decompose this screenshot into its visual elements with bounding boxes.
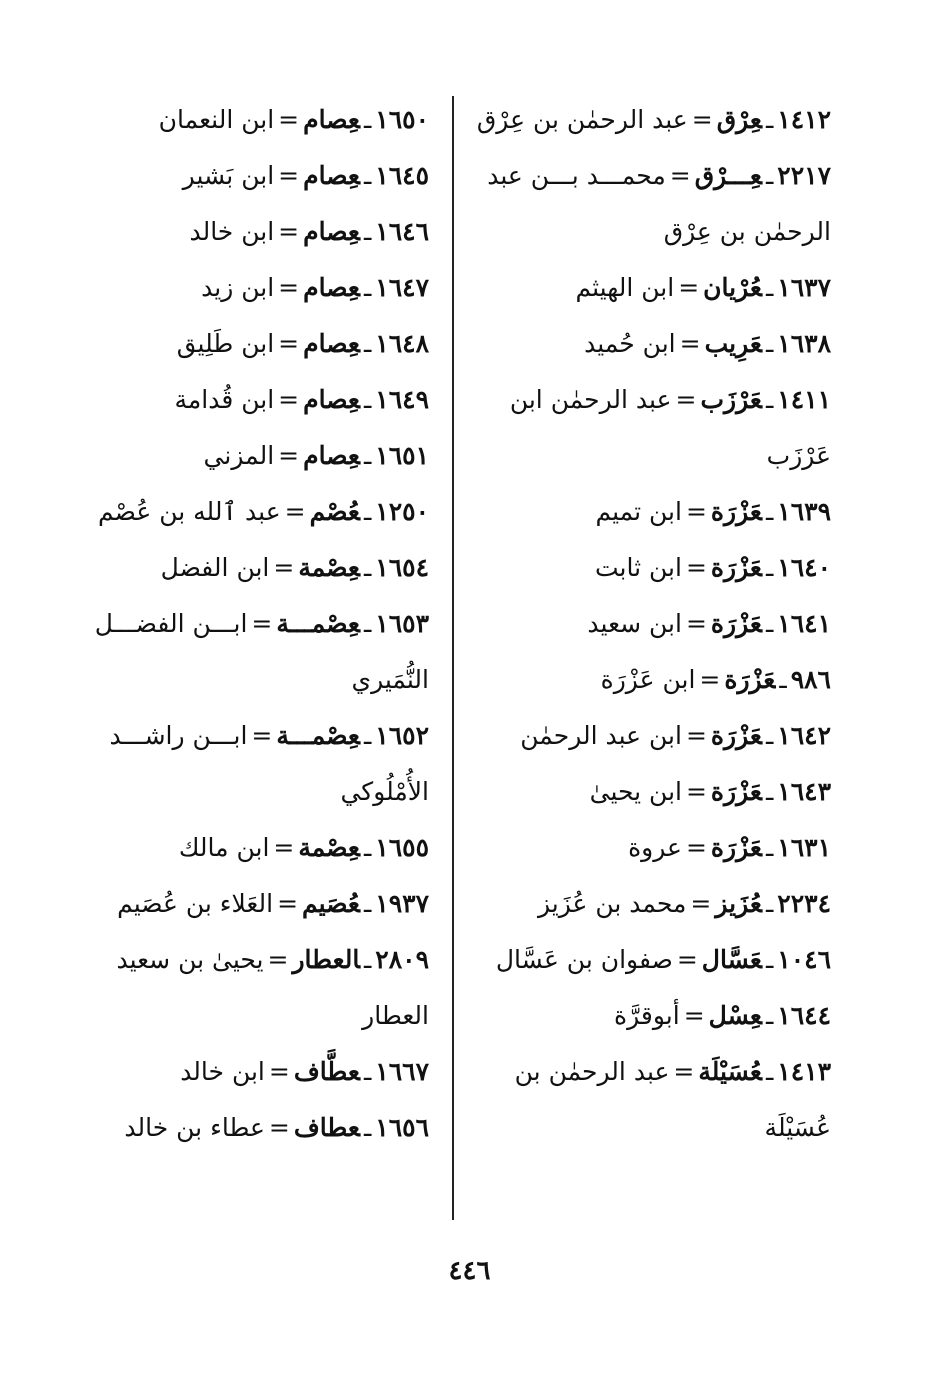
index-entry (471, 876, 831, 932)
entry-dash: ـ (765, 1001, 774, 1030)
entry-dash: ـ (363, 833, 372, 862)
entry-name: عِـــرْق (694, 161, 762, 190)
entry-name: عِصام (303, 329, 360, 358)
entry-number: ١٦٤٩ (375, 385, 429, 414)
entry-number: ١٤١٣ (777, 1057, 831, 1086)
entry-value: ابن حُميد (584, 329, 676, 358)
entry-value: أبوقرَّة (614, 1001, 680, 1030)
entry-number: ١٢٥٠ (375, 497, 429, 526)
entry-equals: = (278, 385, 300, 414)
entry-number: ١٦٦٧ (375, 1057, 429, 1086)
entry-value: عطاء بن خالد (124, 1113, 265, 1142)
entry-equals: = (278, 105, 300, 134)
entry-equals: = (679, 329, 701, 358)
entry-equals: = (699, 665, 721, 694)
index-entry (471, 708, 831, 764)
entry-number: ٩٨٦ (790, 665, 831, 694)
entry-equals: = (278, 273, 300, 302)
index-entry (77, 1044, 429, 1100)
page-number: ٤٤٦ (448, 1256, 491, 1286)
entry-name: العطار (292, 945, 360, 974)
entry-dash: ـ (765, 1057, 774, 1086)
entry-number: ٢٨٠٩ (375, 945, 429, 974)
entry-number: ١٦٥٦ (375, 1113, 429, 1142)
entry-dash: ـ (363, 945, 372, 974)
entry-name: عُسَيْلَة (698, 1057, 762, 1086)
entry-number: ١٦٤٨ (375, 329, 429, 358)
index-entry (471, 540, 831, 596)
entry-dash: ـ (363, 721, 372, 750)
index-entry (471, 764, 831, 820)
entry-equals: = (690, 889, 712, 918)
entry-value: عروة (628, 833, 682, 862)
entry-dash: ـ (765, 945, 774, 974)
entry-name: عِصام (303, 217, 360, 246)
entry-value: صفوان بن عَسَّال (495, 945, 673, 974)
index-entry (77, 876, 429, 932)
entry-equals: = (273, 553, 295, 582)
entry-name: عطَّاف (293, 1057, 360, 1086)
entry-equals: = (278, 217, 300, 246)
entry-value: محمد بن عُزَيز (537, 889, 687, 918)
entry-number: ١٩٣٧ (375, 889, 429, 918)
index-entry (471, 596, 831, 652)
entry-dash: ـ (765, 385, 774, 414)
entry-equals: = (685, 777, 707, 806)
entry-dash: ـ (363, 609, 372, 638)
entry-dash: ـ (363, 553, 372, 582)
column-divider (452, 96, 454, 1220)
index-entry (471, 148, 831, 260)
entry-dash: ـ (765, 329, 774, 358)
entry-name: عِصْمة (298, 833, 360, 862)
entry-name: عَزْرَة (710, 609, 762, 638)
entry-equals: = (685, 553, 707, 582)
entry-value: ابن بَشير (182, 161, 275, 190)
entry-number: ١٦٤٦ (375, 217, 429, 246)
entry-dash: ـ (765, 105, 774, 134)
index-entry (77, 260, 429, 316)
entry-dash: ـ (765, 889, 774, 918)
entry-name: عِصْمـــة (276, 609, 360, 638)
entry-value: ابن طَلِيق (176, 329, 275, 358)
entry-value: ابن خالد (180, 1057, 265, 1086)
entry-number: ١٦٣٧ (777, 273, 831, 302)
entry-number: ١٦٥٥ (375, 833, 429, 862)
entry-equals: = (676, 945, 698, 974)
entry-dash: ـ (765, 273, 774, 302)
entry-equals: = (678, 273, 700, 302)
index-entry (471, 484, 831, 540)
index-entry (471, 652, 831, 708)
index-entry (471, 820, 831, 876)
entry-value: ابن يحيىٰ (589, 777, 682, 806)
index-entry (77, 484, 429, 540)
index-entry (77, 204, 429, 260)
entry-name: عَزْرَة (724, 665, 776, 694)
entry-dash: ـ (765, 609, 774, 638)
entry-equals: = (284, 497, 306, 526)
entry-value: ابن تميم (595, 497, 682, 526)
entry-name: عَزْرَة (710, 833, 762, 862)
entry-number: ١٦٣١ (777, 833, 831, 862)
entry-dash: ـ (363, 441, 372, 470)
entry-name: عِسْل (708, 1001, 762, 1030)
entry-equals: = (267, 945, 289, 974)
entry-number: ١٦٥١ (375, 441, 429, 470)
entry-equals: = (691, 105, 713, 134)
entry-equals: = (251, 609, 273, 638)
entry-value: ابن ثابت (595, 553, 682, 582)
entry-number: ٢٢١٧ (777, 161, 831, 190)
entry-dash: ـ (765, 553, 774, 582)
entry-equals: = (685, 833, 707, 862)
entry-name: عِرْق (716, 105, 762, 134)
entry-equals: = (273, 833, 295, 862)
entry-value: ابن عَزْرَة (600, 665, 696, 694)
entry-value: عبد الرحمٰن بن عُسَيْلَة (514, 1057, 831, 1142)
entry-value: عبد الرحمٰن ابن عَرْزَب (509, 385, 831, 470)
entry-value: المزني (203, 441, 275, 470)
entry-dash: ـ (765, 721, 774, 750)
entry-dash: ـ (363, 889, 372, 918)
entry-number: ١٦٤٧ (375, 273, 429, 302)
entry-name: عَسَّال (701, 945, 762, 974)
entry-value: ابن النعمان (158, 105, 275, 134)
entry-number: ١٦٣٨ (777, 329, 831, 358)
entry-name: عَزْرَة (710, 721, 762, 750)
entry-name: عَرْزَب (700, 385, 762, 414)
entry-number: ١٦٥٢ (375, 721, 429, 750)
entry-value: ابـــن راشـــد الأُمْلُوكي (109, 721, 429, 806)
entry-name: عَزْرَة (710, 497, 762, 526)
entry-name: عطاف (293, 1113, 360, 1142)
index-entry (77, 1100, 429, 1156)
index-entry (77, 316, 429, 372)
entry-value: ابن الهيثم (575, 273, 675, 302)
entry-name: عِصام (303, 441, 360, 470)
index-entry (77, 820, 429, 876)
entry-dash: ـ (363, 1113, 372, 1142)
index-entry (77, 92, 429, 148)
entry-number: ١٦٤٣ (777, 777, 831, 806)
index-entry (471, 372, 831, 484)
index-entry (471, 932, 831, 988)
entry-name: عِصام (303, 105, 360, 134)
index-entry (77, 932, 429, 1044)
index-entry (471, 92, 831, 148)
entry-number: ١٦٤٤ (777, 1001, 831, 1030)
entry-dash: ـ (363, 1057, 372, 1086)
entry-dash: ـ (765, 497, 774, 526)
entry-value: ابن زيد (201, 273, 275, 302)
entry-number: ١٦٥٣ (375, 609, 429, 638)
entry-equals: = (685, 609, 707, 638)
entry-equals: = (278, 441, 300, 470)
entry-name: عُزَيز (715, 889, 762, 918)
left-column (77, 92, 429, 1156)
entry-value: ابن خالد (189, 217, 275, 246)
entry-number: ١٠٤٦ (777, 945, 831, 974)
entry-dash: ـ (765, 161, 774, 190)
entry-equals: = (278, 329, 300, 358)
entry-equals: = (685, 497, 707, 526)
index-entry (471, 1044, 831, 1156)
index-entry (471, 316, 831, 372)
entry-number: ١٦٤٠ (777, 553, 831, 582)
entry-dash: ـ (363, 385, 372, 414)
index-entry (77, 540, 429, 596)
entry-equals: = (683, 1001, 705, 1030)
entry-value: ابن مالك (178, 833, 270, 862)
entry-dash: ـ (363, 273, 372, 302)
entry-dash: ـ (363, 497, 372, 526)
entry-dash: ـ (363, 105, 372, 134)
entry-name: عَزْرَة (710, 553, 762, 582)
entry-name: عِصام (303, 273, 360, 302)
entry-value: ابـــن الفضـــل النُّمَيري (94, 609, 429, 694)
entry-value: عبد الرحمٰن بن عِرْق (476, 105, 688, 134)
entry-equals: = (685, 721, 707, 750)
entry-value: محمـــد بـــن عبد الرحمٰن بن عِرْق (487, 161, 831, 246)
entry-number: ١٦٤١ (777, 609, 831, 638)
index-entry (77, 708, 429, 820)
entry-name: عُصْم (309, 497, 360, 526)
index-entry (77, 428, 429, 484)
entry-name: عَزْرَة (710, 777, 762, 806)
entry-dash: ـ (363, 161, 372, 190)
entry-equals: = (277, 889, 299, 918)
entry-equals: = (673, 1057, 695, 1086)
entry-name: عَرِيب (704, 329, 762, 358)
entry-value: العَلاء بن عُصَيم (117, 889, 274, 918)
entry-name: عِصْمـــة (276, 721, 360, 750)
entry-number: ١٦٤٢ (777, 721, 831, 750)
entry-number: ١٤١٢ (777, 105, 831, 134)
entry-equals: = (675, 385, 697, 414)
entry-dash: ـ (363, 217, 372, 246)
entry-dash: ـ (779, 665, 787, 694)
index-entry (471, 988, 831, 1044)
entry-dash: ـ (363, 329, 372, 358)
right-column (471, 92, 831, 1156)
entry-name: عُرْيان (703, 273, 762, 302)
entry-value: ابن عبد الرحمٰن (520, 721, 682, 750)
entry-name: عِصام (303, 161, 360, 190)
entry-name: عِصْمة (298, 553, 360, 582)
index-entry (77, 596, 429, 708)
entry-number: ٢٢٣٤ (777, 889, 831, 918)
entry-value: يحيىٰ بن سعيد العطار (116, 945, 429, 1030)
entry-number: ١٦٤٥ (375, 161, 429, 190)
entry-equals: = (278, 161, 300, 190)
entry-dash: ـ (765, 777, 774, 806)
entry-equals: = (251, 721, 273, 750)
entry-value: ابن قُدامة (174, 385, 275, 414)
entry-equals: = (669, 161, 691, 190)
entry-name: عُصَيم (302, 889, 360, 918)
entry-number: ١٤١١ (777, 385, 831, 414)
index-entry (77, 148, 429, 204)
entry-number: ١٦٥٠ (375, 105, 429, 134)
entry-value: عبد ٱلله بن عُصْم (98, 497, 281, 526)
entry-name: عِصام (303, 385, 360, 414)
index-entry (471, 260, 831, 316)
entry-value: ابن الفضل (160, 553, 270, 582)
entry-dash: ـ (765, 833, 774, 862)
entry-value: ابن سعيد (587, 609, 682, 638)
index-entry (77, 372, 429, 428)
entry-number: ١٦٣٩ (777, 497, 831, 526)
entry-equals: = (268, 1113, 290, 1142)
entry-number: ١٦٥٤ (375, 553, 429, 582)
entry-equals: = (268, 1057, 290, 1086)
